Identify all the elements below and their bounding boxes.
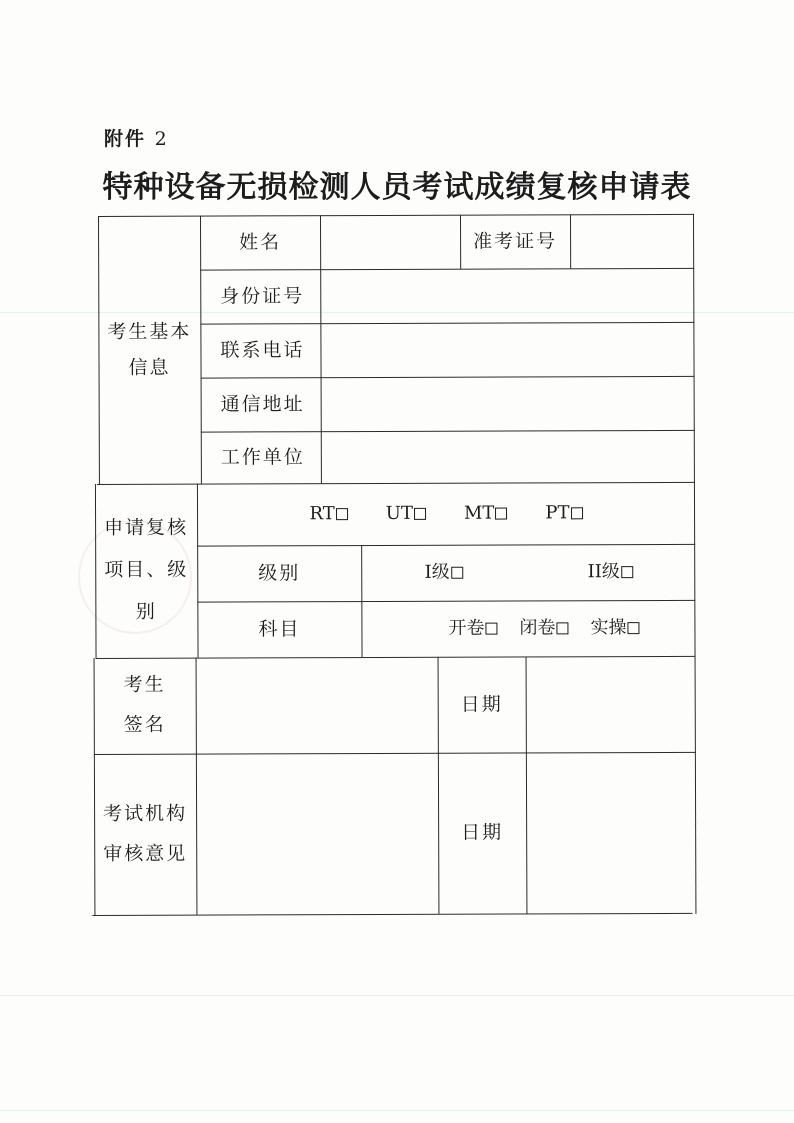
method-option-mt[interactable]: MT xyxy=(464,496,508,530)
admission-ticket-field[interactable] xyxy=(571,215,693,268)
employer-field[interactable] xyxy=(322,431,694,483)
method-option-ut[interactable]: UT xyxy=(386,497,426,531)
form-title: 特种设备无损检测人员考试成绩复核申请表 xyxy=(102,170,692,205)
scan-artifact-line xyxy=(0,995,794,996)
phone-label: 联系电话 xyxy=(220,339,305,362)
subject-option-closed-book[interactable]: 闭卷 xyxy=(519,611,568,645)
name-field[interactable] xyxy=(321,216,460,269)
employer-label: 工作单位 xyxy=(220,446,305,469)
checkbox[interactable] xyxy=(414,508,426,520)
subject-options xyxy=(362,600,695,657)
scan-artifact-line xyxy=(0,1110,794,1111)
signature-label: 考生 签名 xyxy=(123,673,166,736)
level-label: 级别 xyxy=(258,562,301,585)
method-option-pt[interactable]: PT xyxy=(545,496,582,530)
checkbox[interactable] xyxy=(621,566,633,578)
method-options xyxy=(197,482,695,546)
phone-field[interactable] xyxy=(321,323,693,377)
checkbox[interactable] xyxy=(485,622,497,634)
address-label: 通信地址 xyxy=(220,393,305,416)
checkbox[interactable] xyxy=(556,622,568,634)
subject-option-open-book[interactable]: 开卷 xyxy=(448,611,497,645)
subject-option-practical[interactable]: 实操 xyxy=(590,611,639,645)
attachment-label: 附件 2 xyxy=(104,128,169,150)
review-items-section-label: 申请复核 项目、级 别 xyxy=(104,516,189,623)
basic-info-section-label: 考生基本 信息 xyxy=(107,320,192,379)
review-opinion-label: 考试机构 审核意见 xyxy=(103,802,188,865)
subject-label: 科目 xyxy=(258,618,301,641)
checkbox[interactable] xyxy=(627,622,639,634)
name-label: 姓名 xyxy=(239,231,282,254)
signature-date-label: 日期 xyxy=(460,693,503,716)
signature-field[interactable] xyxy=(197,658,438,754)
checkbox[interactable] xyxy=(451,567,463,579)
checkbox[interactable] xyxy=(495,507,507,519)
application-form-table xyxy=(90,214,696,916)
level-option-2[interactable]: II级 xyxy=(588,555,633,589)
address-field[interactable] xyxy=(322,377,694,431)
review-opinion-field[interactable] xyxy=(197,754,439,915)
admission-ticket-label: 准考证号 xyxy=(473,230,558,253)
id-number-label: 身份证号 xyxy=(220,285,305,308)
checkbox[interactable] xyxy=(336,508,348,520)
checkbox[interactable] xyxy=(571,507,583,519)
level-option-1[interactable]: I级 xyxy=(425,556,463,590)
id-number-field[interactable] xyxy=(321,269,693,323)
review-date-field[interactable] xyxy=(527,753,696,914)
signature-date-field[interactable] xyxy=(527,657,695,753)
method-option-rt[interactable]: RT xyxy=(309,497,347,531)
review-date-label: 日期 xyxy=(461,822,504,845)
level-options xyxy=(362,544,695,601)
